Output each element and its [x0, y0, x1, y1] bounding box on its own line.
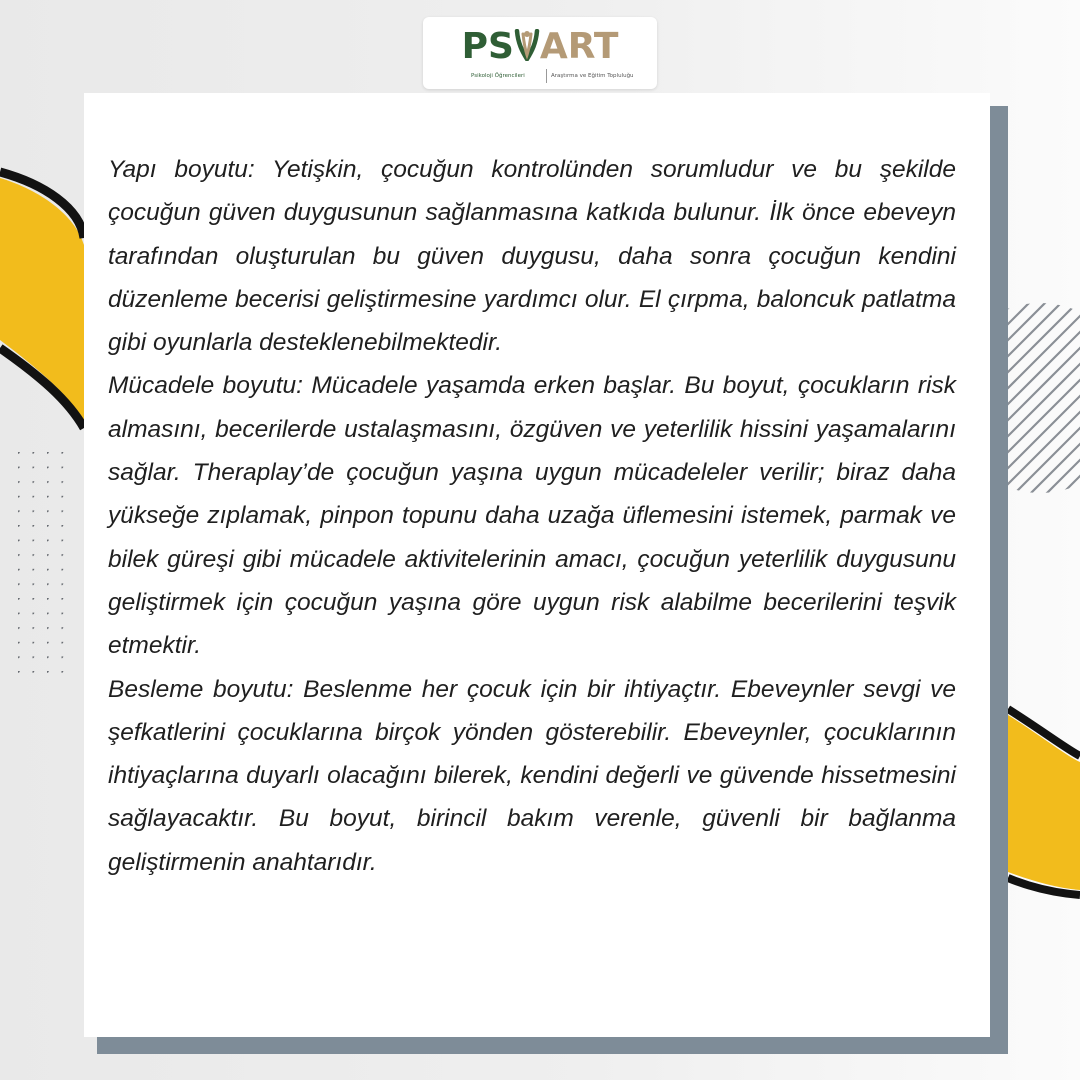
paragraph-challenge-dimension: Mücadele boyutu: Mücadele yaşamda erken başlar. Bu boyut, çocukların risk almasını, becerilerde ustalaşmasını, özgüven ve yeterlilik hissini yaşamalarını sağlar. Theraplay’de çocuğun yaşına uygun mücadeleler verilir; biraz daha yükseğe zıplamak, pinpon topunu daha uzağa üflemesini istemek, parmak ve bilek güreşi gibi mücadele aktivitelerinin amacı, çocuğun yeterlilik duygusunu geliştirmek için çocuğun yaşına göre uygun risk alabilme becerilerini teşvik etmektir. [108, 372, 956, 660]
logo-ps: PS [461, 26, 514, 67]
article-text [108, 148, 956, 884]
yellow-wave-shape-left [0, 172, 84, 428]
paragraph-structure-dimension: Yapı boyutu: Yetişkin, çocuğun kontrolünden sorumludur ve bu şekilde çocuğun güven duygusunun sağlanmasına katkıda bulunur. İlk önce ebeveyn tarafından oluşturulan bu güven duygusu, daha sonra çocuğun kendini düzenleme becerisi geliştirmesine yardımcı olur. El çırpma, baloncuk patlatma gibi oyunlarla desteklenebilmektedir. [108, 156, 956, 357]
logo-tagline-right: Araştırma ve Eğitim Topluluğu [551, 73, 634, 79]
logo-tagline-left: Psikoloji Öğrencileri [471, 73, 525, 79]
dot-grid-pattern [16, 450, 76, 678]
logo-art: ART [539, 26, 619, 67]
logo-card [423, 17, 657, 89]
yellow-wave-shape-right [1008, 709, 1080, 895]
logo-figure-icon [514, 29, 540, 61]
logo-divider [546, 69, 547, 83]
logo-wordmark [423, 25, 657, 69]
paragraph-nurture-dimension: Besleme boyutu: Beslenme her çocuk için bir ihtiyaçtır. Ebeveynler sevgi ve şefkatlerini çocuklarına birçok yönden gösterebilir. Ebeveynler, çocuklarının ihtiyaçlarına duyarlı olacağını bilerek, kendini değerli ve güvende hissetmesini sağlayacaktır. Bu boyut, birincil bakım verenle, güvenli bir bağlanma geliştirmenin anahtarıdır. [108, 675, 956, 876]
